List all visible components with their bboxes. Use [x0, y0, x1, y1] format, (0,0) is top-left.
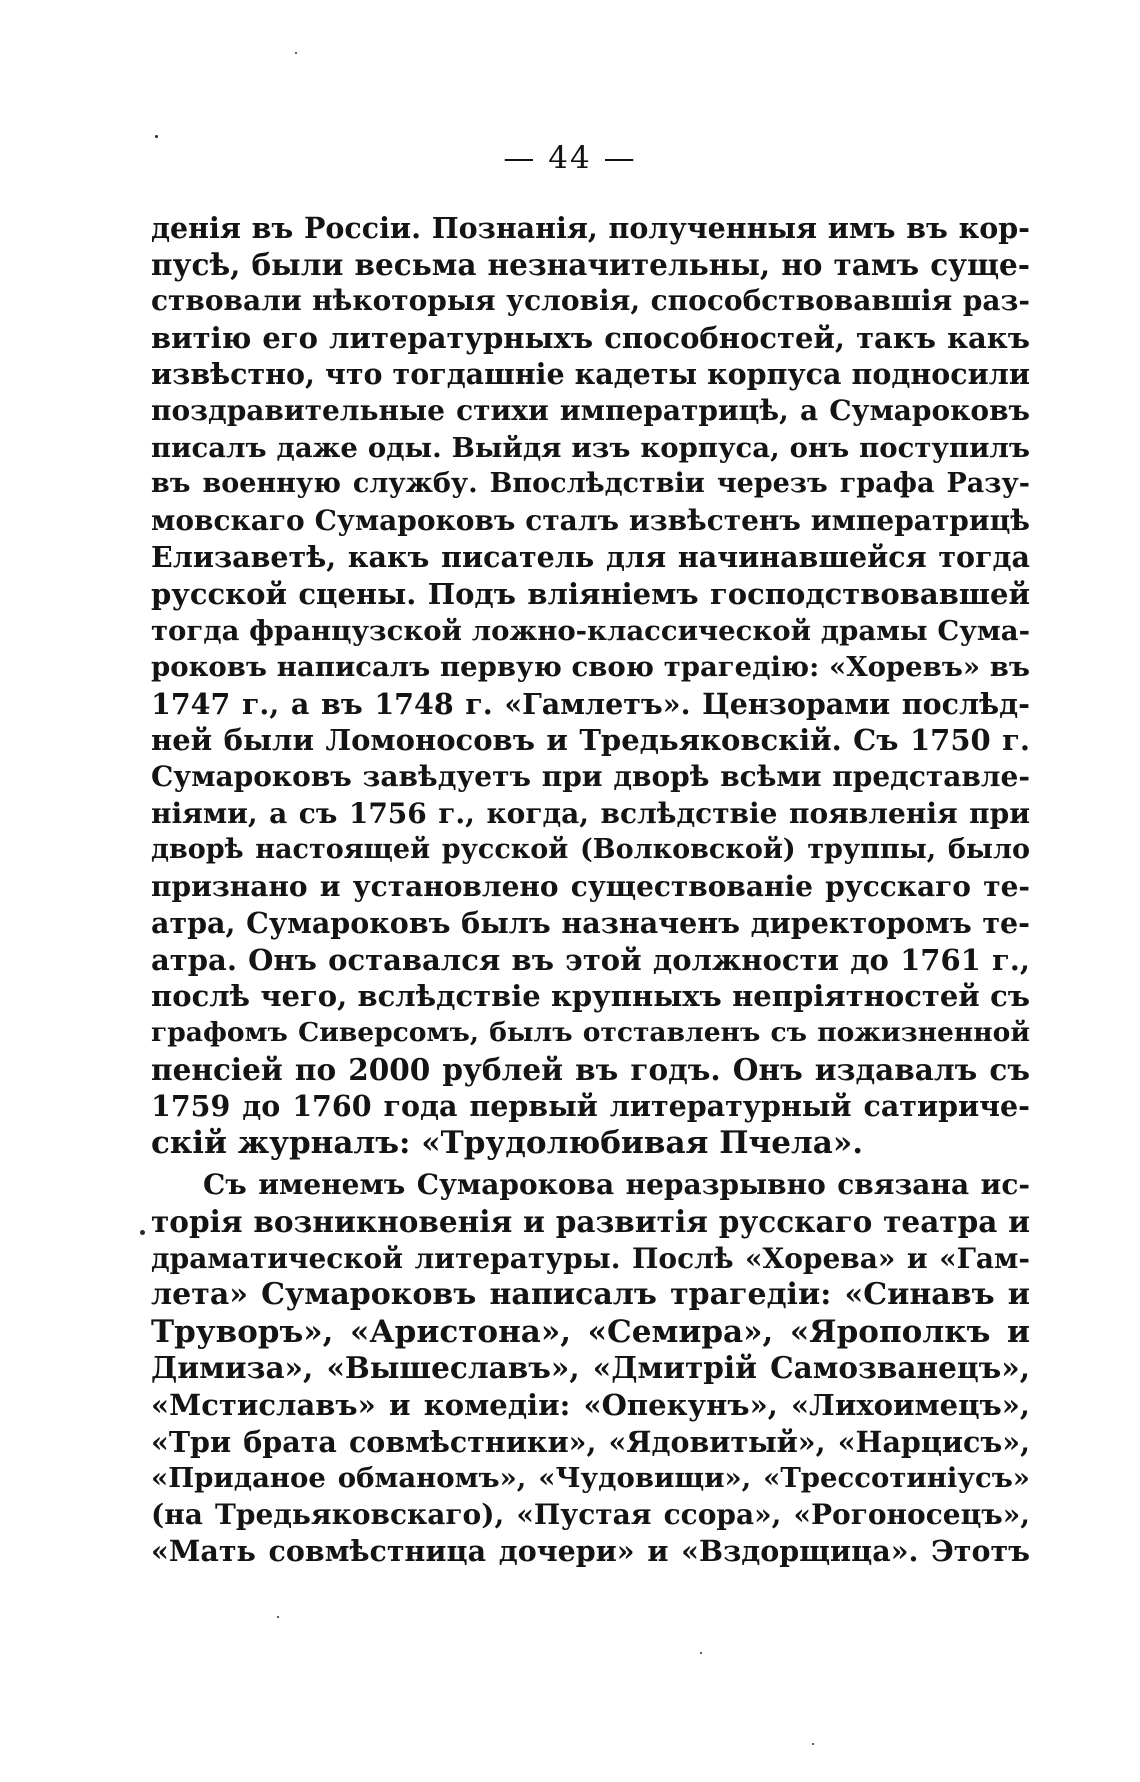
- text-line: роковъ написалъ первую свою трагедію: «Хоревъ» въ: [151, 651, 1030, 684]
- text-line: «Три брата совмѣстники», «Ядовитый», «Нарцисъ»,: [151, 1424, 1030, 1459]
- text-line: ствовали нѣкоторыя условія, способствовавшія раз-: [151, 284, 1030, 318]
- text-line: писалъ даже оды. Выйдя изъ корпуса, онъ поступилъ: [151, 431, 1030, 464]
- text-line: тогда французской ложно-классической драмы Сума-: [151, 614, 1030, 647]
- text-line: «Мстиславъ» и комедіи: «Опекунъ», «Лихоимецъ»,: [151, 1388, 1030, 1422]
- text-line: русской сцены. Подъ вліяніемъ господствовавшей: [151, 576, 1030, 611]
- text-line: атра, Сумароковъ былъ назначенъ директоромъ те-: [151, 906, 1030, 941]
- scan-speck: [155, 135, 158, 138]
- paragraph-start-line: Съ именемъ Сумарокова неразрывно связана ис-: [203, 1168, 1030, 1202]
- text-line: пусѣ, были весьма незначительны, но тамъ суще-: [151, 246, 1030, 282]
- scan-speck: [277, 1616, 279, 1618]
- scan-speck: [140, 1230, 145, 1235]
- text-line: ней были Ломоносовъ и Тредьяковскій. Съ 1750 г.: [151, 723, 1030, 758]
- text-line: Елизаветѣ, какъ писатель для начинавшейся тогда: [151, 540, 1030, 575]
- text-line: витію его литературныхъ способностей, такъ какъ: [151, 320, 1030, 355]
- text-line: драматической литературы. Послѣ «Хорева» и «Гам-: [151, 1241, 1030, 1275]
- text-line: пенсіей по 2000 рублей въ годъ. Онъ издавалъ съ: [151, 1051, 1030, 1087]
- scan-speck: [295, 52, 297, 54]
- text-line: (на Тредьяковскаго), «Пустая ссора», «Рогоносецъ»,: [151, 1497, 1030, 1531]
- text-line: «Мать совмѣстница дочери» и «Вздорщица». Этотъ: [151, 1534, 1030, 1569]
- text-line: Димиза», «Вышеславъ», «Дмитрій Самозванецъ»,: [151, 1350, 1030, 1386]
- text-line: «Приданое обманомъ», «Чудовищи», «Трессотиніусъ»: [151, 1462, 1030, 1495]
- scan-speck: [812, 1743, 814, 1745]
- text-line: 1759 до 1760 года первый литературный сатириче-: [151, 1089, 1030, 1124]
- text-line: 1747 г., а въ 1748 г. «Гамлетъ». Цензорами послѣд-: [151, 686, 1030, 721]
- text-line: лета» Сумароковъ написалъ трагедіи: «Синавъ и: [151, 1277, 1030, 1313]
- text-line: мовскаго Сумароковъ сталъ извѣстенъ императрицѣ: [151, 503, 1030, 537]
- text-line: денія въ Россіи. Познанія, полученныя имъ въ кор-: [151, 211, 1030, 245]
- text-line: въ военную службу. Впослѣдствіи черезъ графа Разу-: [151, 468, 1030, 500]
- text-line: графомъ Сиверсомъ, былъ отставленъ съ пожизненной: [151, 1017, 1030, 1049]
- text-line: поздравительные стихи императрицѣ, а Сумароковъ: [151, 393, 1030, 427]
- text-line: признано и установлено существованіе русскаго те-: [151, 869, 1030, 903]
- text-line: ніями, а съ 1756 г., когда, вслѣдствіе появленія при: [151, 796, 1030, 830]
- scan-speck: [700, 1652, 702, 1654]
- page-number: — 44 —: [503, 140, 637, 176]
- paragraph-end-line: скій журналъ: «Трудолюбивая Пчела».: [151, 1124, 864, 1161]
- text-line: торія возникновенія и развитія русскаго театра и: [151, 1204, 1030, 1240]
- text-line: дворѣ настоящей русской (Волковской) труппы, было: [151, 834, 1030, 866]
- text-line: Сумароковъ завѣдуетъ при дворѣ всѣми представле-: [151, 759, 1030, 793]
- body-text: [151, 210, 1030, 1570]
- text-line: послѣ чего, вслѣдствіе крупныхъ непріятностей съ: [151, 979, 1030, 1014]
- text-line: Труворъ», «Аристона», «Семира», «Ярополкъ и: [151, 1313, 1030, 1350]
- text-line: атра. Онъ оставался въ этой должности до 1761 г.,: [151, 942, 1030, 977]
- text-line: извѣстно, что тогдашніе кадеты корпуса подносили: [151, 357, 1030, 392]
